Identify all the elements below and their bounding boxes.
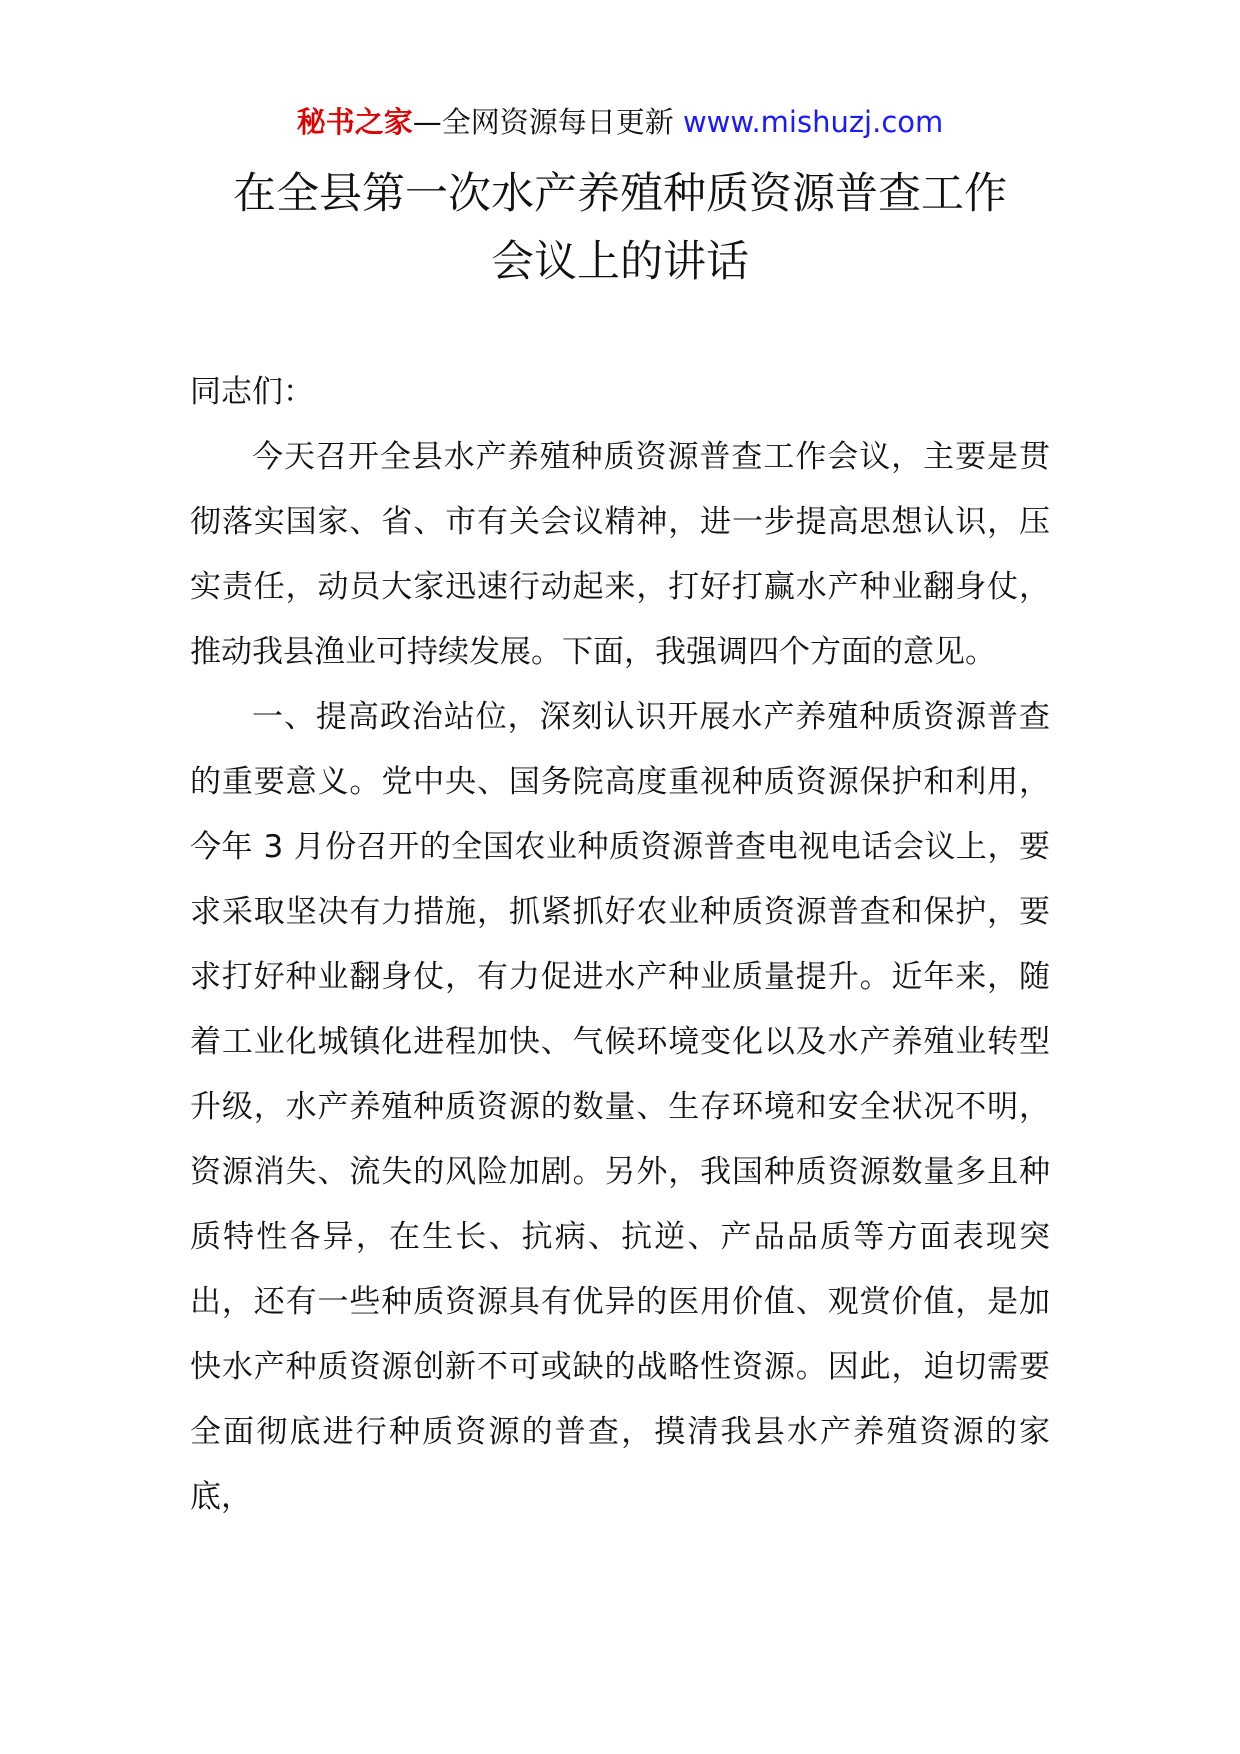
title-line-1: 在全县第一次水产养殖种质资源普查工作 [233, 169, 1007, 219]
section-1-heading: 一、提高政治站位，深刻认识开展水产养殖种质资源普查的重要意义。 [190, 699, 1050, 800]
salutation: 同志们： [190, 374, 314, 410]
title-line-2: 会议上的讲话 [491, 237, 749, 287]
opening-paragraph: 今天召开全县水产养殖种质资源普查工作会议，主要是贯彻落实国家、省、市有关会议精神，进一步提高思想认识，压实责任，动员大家迅速行动起来，打好打赢水产种业翻身仗，推动我县渔业可持续发展。下面，我强调四个方面的意见。 [190, 439, 1050, 670]
site-url-link[interactable]: www.mishuzj.com [682, 105, 944, 139]
header-tagline: —全网资源每日更新 [412, 105, 674, 139]
document-body [190, 360, 1050, 1530]
section-1-paragraph [190, 685, 1050, 1530]
site-header [0, 100, 1240, 144]
brand-name: 秘书之家 [296, 105, 413, 139]
section-1-text: 党中央、国务院高度重视种质资源保护和利用，今年 3 月份召开的全国农业种质资源普查电视电话会议上，要求采取坚决有力措施，抓紧抓好农业种质资源普查和保护，要求打好种业翻身仗，有力促进水产种业质量提升。近年来，随着工业化城镇化进程加快、气候环境变化以及水产养殖业转型升级，水产养殖种质资源的数量、生存环境和安全状况不明，资源消失、流失的风险加剧。另外，我国种质资源数量多且种质特性各异，在生长、抗病、抗逆、产品品质等方面表现突出，还有一些种质资源具有优异的医用价值、观赏价值，是加快水产种质资源创新不可或缺的战略性资源。因此，迫切需要全面彻底进行种质资源的普查，摸清我县水产养殖资源的家底， [190, 764, 1051, 1515]
document-title [150, 160, 1090, 296]
